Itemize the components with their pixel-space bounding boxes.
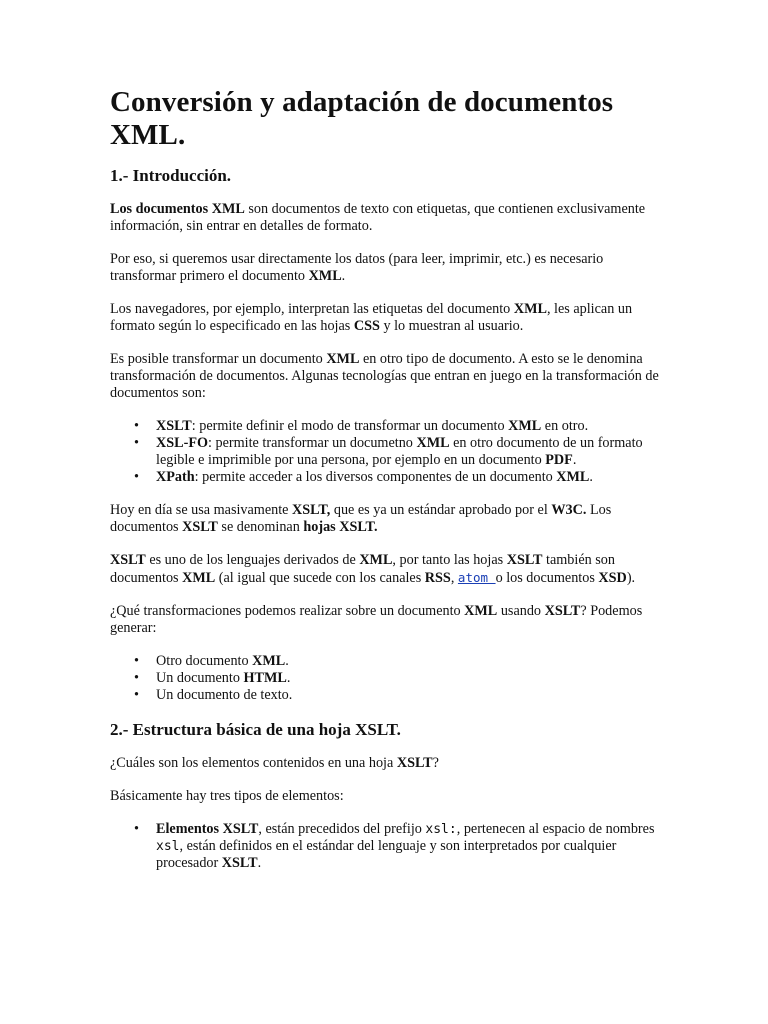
bold-text: HTML [243, 670, 287, 686]
paragraph [110, 502, 670, 536]
bold-text: XML [464, 603, 498, 619]
text: : permite transformar un documetno [208, 435, 417, 451]
bold-text: hojas XSLT. [303, 519, 378, 535]
text: . [589, 469, 593, 485]
list-item [134, 821, 670, 872]
paragraph [110, 301, 670, 335]
text: , por tanto las hojas [392, 552, 507, 568]
page-title: Conversión y adaptación de documentos XML. [110, 86, 614, 151]
text: . [286, 670, 291, 686]
text: Un documento de texto. [156, 687, 293, 703]
list-item [134, 670, 670, 687]
paragraph [110, 251, 670, 285]
text: que es ya un estándar aprobado por el [330, 502, 552, 518]
bullet-icon: • [134, 821, 139, 837]
bullet-icon: • [134, 418, 139, 434]
text: son documentos de texto con etiquetas, que contienen exclusivamente información, sin entrar en detalles de formato. [110, 201, 646, 234]
bold-text: XML [326, 351, 360, 367]
bullet-icon: • [134, 653, 139, 669]
list-item [134, 687, 670, 704]
atom-link[interactable]: atom [457, 570, 496, 585]
text: (al igual que sucede con los canales [215, 570, 425, 586]
bullet-list [110, 653, 670, 704]
text: , están definidos en el estándar del lenguaje y son interpretados por cualquier procesador [156, 838, 617, 871]
bold-text: XPath [156, 469, 195, 485]
bullet-icon: • [134, 670, 139, 686]
bullet-icon: • [134, 469, 139, 485]
text: Es posible transformar un documento [110, 351, 327, 367]
text: o los documentos [495, 570, 599, 586]
bold-text: XSL-FO [156, 435, 209, 451]
bold-text: W3C. [551, 502, 587, 518]
bullet-icon: • [134, 687, 139, 703]
bold-text: CSS [353, 318, 380, 334]
text: ¿Qué transformaciones podemos realizar sobre un documento [110, 603, 465, 619]
text: usando [497, 603, 545, 619]
bold-text: XSLT [544, 603, 581, 619]
bold-text: RSS [424, 570, 451, 586]
bullet-list [110, 821, 670, 872]
paragraph [110, 201, 670, 235]
bold-text: XSLT [182, 519, 218, 535]
list-item [134, 418, 670, 435]
paragraph [110, 351, 670, 402]
text: en otro documento de un formato legible e imprimible por una persona, por ejemplo en un documento [156, 435, 643, 468]
text: ). [626, 570, 636, 586]
text: , están precedidos del prefijo [258, 821, 426, 837]
bold-text: XML [211, 201, 245, 217]
code-text: xsl: [425, 822, 457, 837]
list-item [134, 653, 670, 670]
bold-text: XSLT [506, 552, 543, 568]
bold-text: XML [308, 268, 342, 284]
paragraph [110, 603, 670, 637]
paragraph [110, 788, 670, 805]
text: . [572, 452, 577, 468]
paragraph [110, 552, 670, 587]
text: . [341, 268, 346, 284]
paragraph [110, 755, 670, 772]
text: ? Podemos generar: [110, 603, 643, 636]
bold-text: XSLT [110, 552, 146, 568]
text: Hoy en día se usa masivamente [110, 502, 293, 518]
text: Los navegadores, por ejemplo, interpretan las etiquetas del documento [110, 301, 514, 317]
section-heading-introduccion: 1.- Introducción. [110, 166, 232, 185]
bold-text: XML [359, 552, 393, 568]
list-item [134, 435, 670, 469]
text: ¿Cuáles son los elementos contenidos en una hoja [110, 755, 397, 771]
text: Básicamente hay tres tipos de elementos: [110, 788, 344, 804]
text: : permite acceder a los diversos componentes de un documento [194, 469, 557, 485]
bold-text: XML [556, 469, 590, 485]
code-text: xsl [156, 839, 180, 854]
text: Los documentos [110, 502, 612, 535]
text: , les aplican un formato según lo especificado en las hojas [110, 301, 633, 334]
bold-text: XSLT [156, 418, 192, 434]
bullet-icon: • [134, 435, 139, 451]
bold-text: XSD [598, 570, 627, 586]
list-item [134, 469, 670, 486]
bold-text: XSLT, [292, 502, 331, 518]
text: ? [432, 755, 439, 771]
bold-text: PDF [545, 452, 573, 468]
bullet-list [110, 418, 670, 486]
text: . [257, 855, 262, 871]
document-page [110, 86, 670, 888]
bold-text: Elementos XSLT [156, 821, 259, 837]
bold-text: XML [182, 570, 216, 586]
bold-text: XML [508, 418, 542, 434]
text: : permite definir el modo de transformar un documento [191, 418, 509, 434]
text: , pertenecen al espacio de nombres [456, 821, 655, 837]
text: en otro tipo de documento. A esto se le denomina transformación de documentos. Algunas tecnologías que entran en juego en la transformación de documentos son: [110, 351, 659, 401]
bold-text: XML [416, 435, 450, 451]
text: es uno de los lenguajes derivados de [145, 552, 360, 568]
bold-text: XSLT [396, 755, 433, 771]
text: Por eso, si queremos usar directamente los datos (para leer, imprimir, etc.) es necesario transformar primero el documento [110, 251, 604, 284]
bold-text: XML [513, 301, 547, 317]
text: y lo muestran al usuario. [379, 318, 524, 334]
text: Un documento [156, 670, 244, 686]
section-heading-estructura: 2.- Estructura básica de una hoja XSLT. [110, 720, 401, 739]
bold-text: Los documentos [110, 201, 209, 217]
bold-text: XSLT [221, 855, 258, 871]
bold-text: XML [252, 653, 286, 669]
text: también son documentos [110, 552, 615, 586]
text: . [285, 653, 289, 669]
text: en otro. [541, 418, 589, 434]
text: Otro documento [156, 653, 253, 669]
text: se denominan [217, 519, 304, 535]
text: , [450, 570, 458, 586]
